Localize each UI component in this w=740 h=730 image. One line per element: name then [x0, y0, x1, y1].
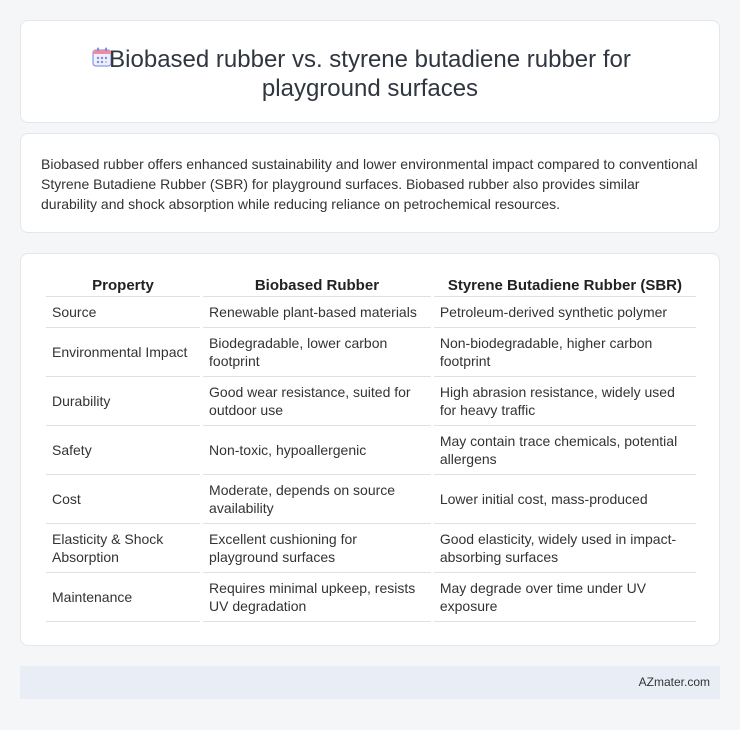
cell-property: Maintenance [46, 573, 200, 622]
cell-sbr: Lower initial cost, mass-produced [434, 475, 696, 524]
table-row [46, 524, 696, 573]
cell-sbr: Non-biodegradable, higher carbon footprint [434, 328, 696, 377]
cell-sbr: May degrade over time under UV exposure [434, 573, 696, 622]
cell-biobased: Excellent cushioning for playground surfaces [203, 524, 431, 573]
column-header-sbr: Styrene Butadiene Rubber (SBR) [434, 276, 696, 297]
summary-card [20, 133, 720, 233]
cell-property: Cost [46, 475, 200, 524]
table-row [46, 297, 696, 328]
column-header-property: Property [46, 276, 200, 297]
cell-property: Durability [46, 377, 200, 426]
cell-property: Environmental Impact [46, 328, 200, 377]
table-row [46, 426, 696, 475]
footer-bar [20, 666, 720, 699]
page-title-line-1: Biobased rubber vs. styrene butadiene rubber for [109, 46, 631, 73]
summary-text: Biobased rubber offers enhanced sustainability and lower environmental impact compared to conventional Styrene Butadiene Rubber (SBR) for playground surfaces. Biobased rubber also provides similar durability and shock absorption while reducing reliance on petrochemical resources. [41, 156, 698, 212]
cell-sbr: Petroleum-derived synthetic polymer [434, 297, 696, 328]
cell-sbr: Good elasticity, widely used in impact-absorbing surfaces [434, 524, 696, 573]
page-title [21, 45, 719, 103]
table-row [46, 573, 696, 622]
cell-property: Safety [46, 426, 200, 475]
cell-biobased: Good wear resistance, suited for outdoor use [203, 377, 431, 426]
column-header-biobased: Biobased Rubber [203, 276, 431, 297]
cell-biobased: Moderate, depends on source availability [203, 475, 431, 524]
cell-biobased: Renewable plant-based materials [203, 297, 431, 328]
footer-brand: AZmater.com [638, 675, 710, 689]
title-card [20, 20, 720, 123]
cell-property: Source [46, 297, 200, 328]
cell-property: Elasticity & Shock Absorption [46, 524, 200, 573]
page-title-line-2: playground surfaces [261, 75, 479, 102]
cell-biobased: Non-toxic, hypoallergenic [203, 426, 431, 475]
comparison-table [43, 276, 699, 622]
cell-sbr: May contain trace chemicals, potential allergens [434, 426, 696, 475]
comparison-table-card [20, 253, 720, 646]
table-row [46, 328, 696, 377]
cell-biobased: Requires minimal upkeep, resists UV degradation [203, 573, 431, 622]
table-header-row [46, 276, 696, 297]
table-row [46, 377, 696, 426]
cell-sbr: High abrasion resistance, widely used for heavy traffic [434, 377, 696, 426]
cell-biobased: Biodegradable, lower carbon footprint [203, 328, 431, 377]
table-row [46, 475, 696, 524]
